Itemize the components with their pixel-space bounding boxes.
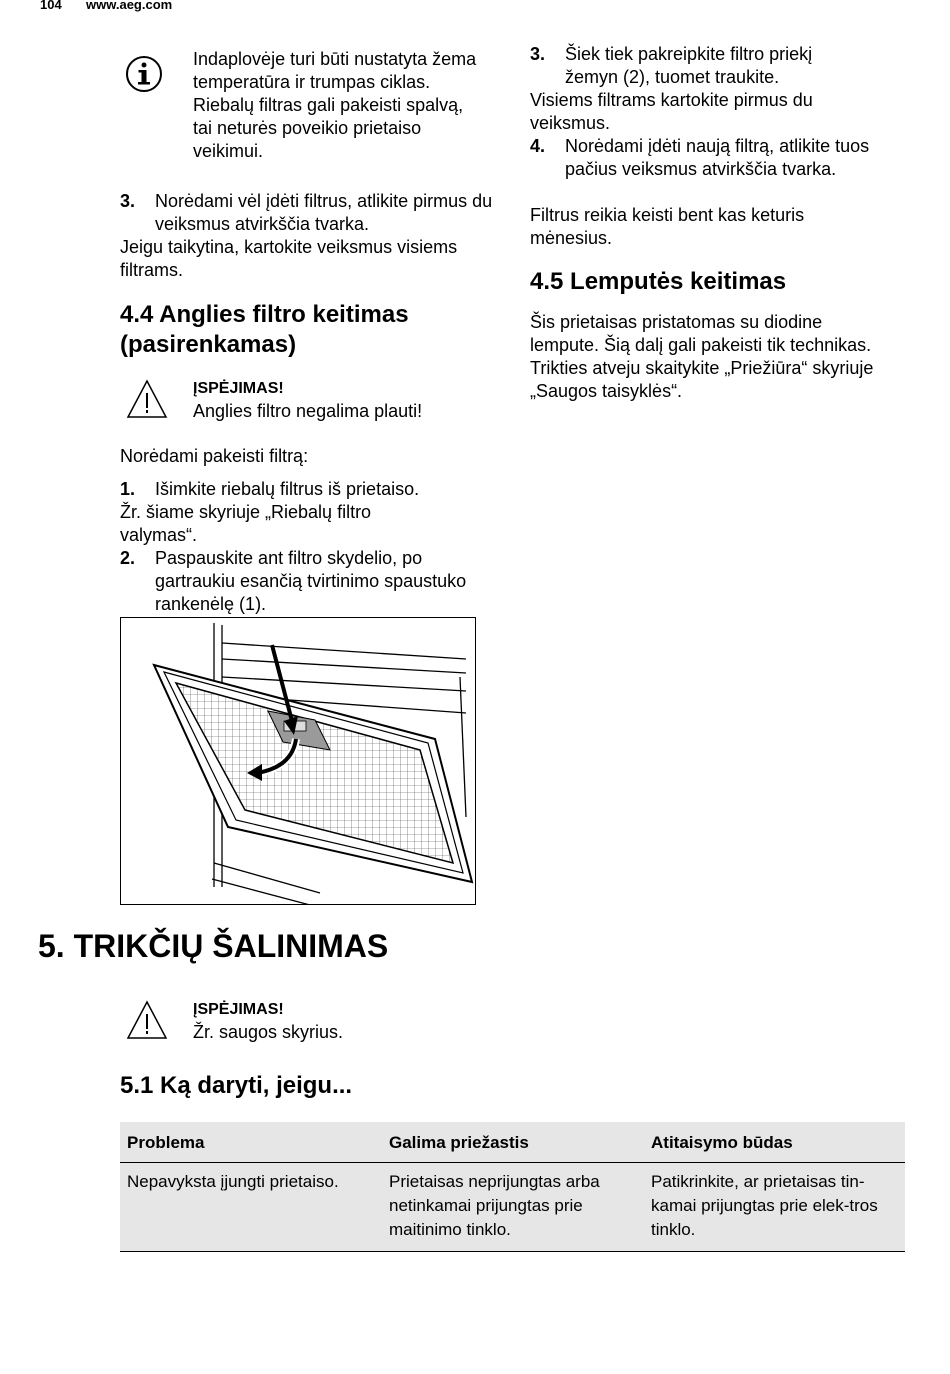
warning-triangle-icon <box>126 1000 168 1040</box>
cell-problem: Nepavyksta įjungti prietaiso. <box>120 1163 382 1252</box>
step-text: Norėdami įdėti naują filtrą, atlikite tuos pačius veiksmus atvirkščia tvarka. <box>565 136 870 179</box>
filter-illustration <box>120 617 476 905</box>
section-4-5-text: Šis prietaisas pristatomas su diodine lempute. Šią dalį gali pakeisti tik technikas. Trikties atveju skaitykite „Priežiūra“ skyriuje „Saugos taisyklės“. <box>530 312 874 401</box>
warning-title: ĮSPĖJIMAS! <box>193 380 284 397</box>
step-number: 1. <box>120 479 136 499</box>
carbon-step-1 <box>120 478 490 501</box>
table-header-row <box>120 1122 905 1163</box>
replace-note: Filtrus reikia keisti bent kas keturis mėnesius. <box>530 205 805 248</box>
page-number: 104 <box>40 0 62 12</box>
column-header-solution: Atitaisymo būdas <box>644 1122 905 1163</box>
step-number: 2. <box>120 548 136 568</box>
carbon-step-2 <box>120 547 480 616</box>
table-row <box>120 1163 905 1252</box>
step-3-right <box>530 43 870 89</box>
repeat-note-left: Jeigu taikytina, kartokite veiksmus visiems filtrams. <box>120 237 458 280</box>
repeat-note-right: Visiems filtrams kartokite pirmus du veiksmus. <box>530 90 813 133</box>
warning-triangle-icon <box>126 379 168 419</box>
warning-text: Žr. saugos skyrius. <box>193 1022 344 1042</box>
carbon-step-1-ref: Žr. šiame skyriuje „Riebalų filtro valymas“. <box>120 502 372 545</box>
cell-cause: Prietaisas neprijungtas arba netinkamai prijungtas prie maitinimo tinklo. <box>382 1163 644 1252</box>
troubleshooting-table <box>120 1122 905 1252</box>
section-4-5-title: 4.5 Lemputės keitimas <box>530 268 787 295</box>
website-url: www.aeg.com <box>86 0 173 12</box>
section-5-1-title: 5.1 Ką daryti, jeigu... <box>120 1072 353 1099</box>
column-header-cause: Galima priežastis <box>382 1122 644 1163</box>
warning-title: ĮSPĖJIMAS! <box>193 1001 284 1018</box>
info-icon <box>125 55 163 93</box>
step-4-right <box>530 135 875 181</box>
step-3-left <box>120 190 500 236</box>
section-4-4-title: 4.4 Anglies filtro keitimas (pasirenkamas) <box>120 301 409 358</box>
info-note: Indaplovėje turi būti nustatyta žema temperatūra ir trumpas ciklas. Riebalų filtras gali pakeisti spalvą, tai neturės poveikio prietaiso veikimui. <box>193 49 477 161</box>
step-number: 4. <box>530 136 546 156</box>
column-header-problem: Problema <box>120 1122 382 1163</box>
step-number: 3. <box>530 44 546 64</box>
change-intro: Norėdami pakeisti filtrą: <box>120 446 309 466</box>
step-text: Išimkite riebalų filtrus iš prietaiso. <box>155 479 420 499</box>
cell-solution: Patikrinkite, ar prietaisas tin-kamai prijungtas prie elek-tros tinklo. <box>644 1163 905 1252</box>
warning-text: Anglies filtro negalima plauti! <box>193 401 423 421</box>
step-number: 3. <box>120 191 136 211</box>
step-text: Paspauskite ant filtro skydelio, po gartraukiu esančią tvirtinimo spaustuko rankenėlę (1). <box>155 548 467 614</box>
step-text: Norėdami vėl įdėti filtrus, atlikite pirmus du veiksmus atvirkščia tvarka. <box>155 191 493 234</box>
section-5-title: 5. TRIKČIŲ ŠALINIMAS <box>38 928 389 964</box>
step-text: Šiek tiek pakreipkite filtro priekį žemyn (2), tuomet traukite. <box>565 44 813 87</box>
